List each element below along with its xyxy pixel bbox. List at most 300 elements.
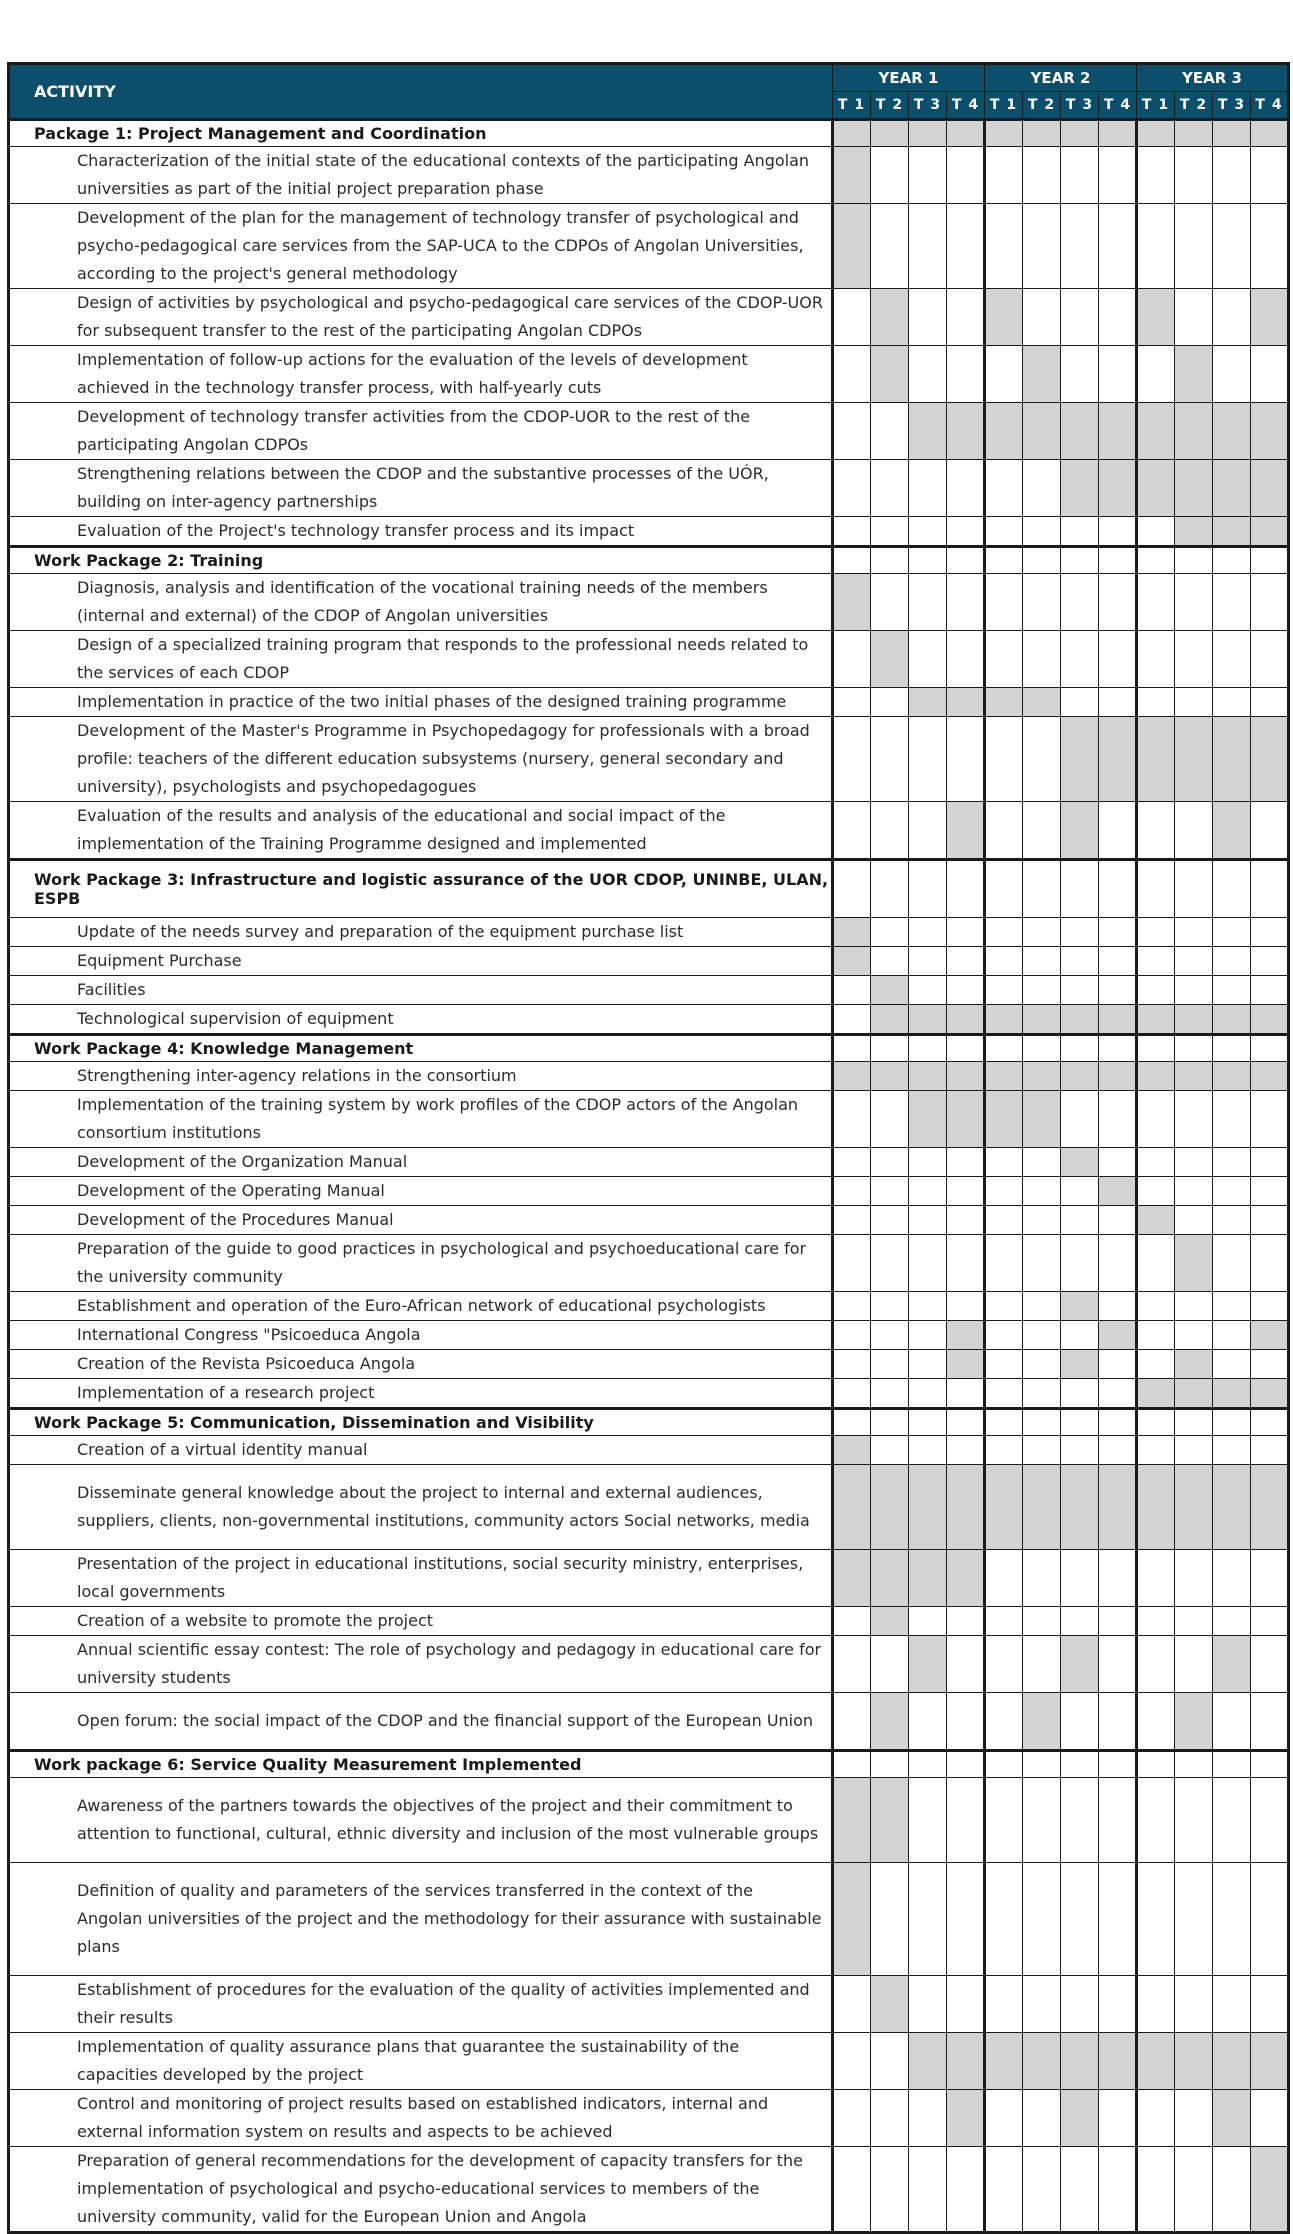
schedule-cell bbox=[1061, 1778, 1099, 1863]
activity-row bbox=[9, 802, 1289, 860]
schedule-cell bbox=[1175, 1636, 1213, 1693]
schedule-cell-active bbox=[871, 346, 909, 403]
schedule-cell bbox=[1023, 1607, 1061, 1636]
schedule-cell-active bbox=[947, 1091, 985, 1148]
activity-label: Open forum: the social impact of the CDOP and the financial support of the European Union bbox=[9, 1693, 833, 1751]
schedule-cell bbox=[1061, 289, 1099, 346]
schedule-cell bbox=[833, 631, 871, 688]
work-package-title: Work Package 5: Communication, Dissemination and Visibility bbox=[9, 1409, 833, 1436]
schedule-cell bbox=[1099, 802, 1137, 860]
schedule-cell bbox=[833, 860, 871, 918]
schedule-cell bbox=[1175, 574, 1213, 631]
schedule-cell bbox=[1137, 1177, 1175, 1206]
schedule-cell bbox=[947, 1636, 985, 1693]
schedule-cell-active bbox=[1213, 717, 1251, 802]
schedule-cell bbox=[833, 460, 871, 517]
schedule-cell-active bbox=[985, 1465, 1023, 1550]
schedule-cell bbox=[1213, 1863, 1251, 1976]
activity-label: Strengthening inter-agency relations in the consortium bbox=[9, 1062, 833, 1091]
schedule-cell-active bbox=[1175, 403, 1213, 460]
schedule-cell bbox=[947, 717, 985, 802]
schedule-cell bbox=[985, 1206, 1023, 1235]
activity-label: Diagnosis, analysis and identification of the vocational training needs of the members (internal and external) of the CDOP of Angolan universities bbox=[9, 574, 833, 631]
schedule-cell bbox=[1099, 1607, 1137, 1636]
schedule-cell bbox=[1023, 547, 1061, 574]
schedule-cell bbox=[1137, 2147, 1175, 2233]
schedule-cell bbox=[1213, 1751, 1251, 1778]
schedule-cell bbox=[871, 717, 909, 802]
schedule-cell bbox=[833, 717, 871, 802]
schedule-cell bbox=[871, 1436, 909, 1465]
activity-label: Preparation of general recommendations for the development of capacity transfers for the implementation of psychological and psycho-educational services to members of the university community, valid for the European Union and Angola bbox=[9, 2147, 833, 2233]
schedule-cell bbox=[947, 1607, 985, 1636]
schedule-cell-active bbox=[947, 2033, 985, 2090]
schedule-cell bbox=[909, 460, 947, 517]
schedule-cell bbox=[947, 289, 985, 346]
year-3-header: YEAR 3 bbox=[1137, 64, 1289, 92]
schedule-cell bbox=[1099, 1550, 1137, 1607]
activity-label: Implementation in practice of the two initial phases of the designed training programme bbox=[9, 688, 833, 717]
schedule-cell bbox=[947, 1436, 985, 1465]
activity-row bbox=[9, 976, 1289, 1005]
schedule-cell bbox=[1137, 688, 1175, 717]
schedule-cell-active bbox=[1137, 1062, 1175, 1091]
schedule-cell bbox=[1023, 918, 1061, 947]
schedule-cell bbox=[909, 2147, 947, 2233]
schedule-cell bbox=[1137, 1035, 1175, 1062]
schedule-cell bbox=[833, 1409, 871, 1436]
activity-row bbox=[9, 717, 1289, 802]
schedule-cell bbox=[909, 1436, 947, 1465]
schedule-cell bbox=[1061, 976, 1099, 1005]
schedule-cell bbox=[1099, 976, 1137, 1005]
schedule-cell bbox=[833, 2033, 871, 2090]
schedule-cell-active bbox=[833, 1436, 871, 1465]
schedule-cell bbox=[1175, 1751, 1213, 1778]
activity-label: Definition of quality and parameters of the services transferred in the context of the Angolan universities of the project and the methodology for their assurance with sustainable plans bbox=[9, 1863, 833, 1976]
schedule-cell bbox=[1099, 1035, 1137, 1062]
schedule-cell bbox=[1099, 1693, 1137, 1751]
schedule-cell bbox=[985, 1235, 1023, 1292]
schedule-cell bbox=[1175, 976, 1213, 1005]
schedule-cell-active bbox=[985, 120, 1023, 147]
schedule-cell bbox=[1251, 1636, 1289, 1693]
schedule-cell bbox=[1061, 1091, 1099, 1148]
schedule-cell-active bbox=[1213, 2090, 1251, 2147]
schedule-cell bbox=[1099, 1409, 1137, 1436]
schedule-cell-active bbox=[833, 1465, 871, 1550]
schedule-cell bbox=[985, 1409, 1023, 1436]
schedule-cell bbox=[871, 147, 909, 204]
activity-row bbox=[9, 1465, 1289, 1550]
schedule-cell-active bbox=[1061, 802, 1099, 860]
activity-label: Technological supervision of equipment bbox=[9, 1005, 833, 1035]
schedule-cell-active bbox=[1099, 1005, 1137, 1035]
quarter-header: T 1 bbox=[833, 92, 871, 120]
schedule-cell bbox=[909, 1607, 947, 1636]
activity-label: Design of activities by psychological and psycho-pedagogical care services of the CDOP-UOR for subsequent transfer to the rest of the participating Angolan CDPOs bbox=[9, 289, 833, 346]
schedule-cell bbox=[1023, 289, 1061, 346]
schedule-cell bbox=[1061, 947, 1099, 976]
schedule-cell bbox=[1251, 1436, 1289, 1465]
schedule-cell bbox=[1061, 1177, 1099, 1206]
quarter-header: T 4 bbox=[1251, 92, 1289, 120]
schedule-cell-active bbox=[1175, 1379, 1213, 1409]
schedule-cell bbox=[947, 1235, 985, 1292]
activity-row bbox=[9, 2090, 1289, 2147]
schedule-cell bbox=[909, 717, 947, 802]
schedule-cell-active bbox=[1251, 517, 1289, 547]
schedule-cell bbox=[1175, 1436, 1213, 1465]
schedule-cell-active bbox=[871, 976, 909, 1005]
schedule-cell-active bbox=[1099, 717, 1137, 802]
schedule-cell bbox=[1137, 1636, 1175, 1693]
activity-label: Evaluation of the results and analysis of the educational and social impact of the implementation of the Training Programme designed and implemented bbox=[9, 802, 833, 860]
activity-label: Strengthening relations between the CDOP and the substantive processes of the UÓR, building on inter-agency partnerships bbox=[9, 460, 833, 517]
schedule-cell-active bbox=[1251, 1465, 1289, 1550]
schedule-cell-active bbox=[833, 120, 871, 147]
schedule-cell bbox=[1023, 1206, 1061, 1235]
schedule-cell bbox=[871, 1235, 909, 1292]
schedule-cell bbox=[1251, 976, 1289, 1005]
schedule-cell bbox=[1251, 1206, 1289, 1235]
schedule-cell bbox=[1251, 1292, 1289, 1321]
schedule-cell bbox=[1213, 574, 1251, 631]
schedule-cell bbox=[1213, 631, 1251, 688]
schedule-cell bbox=[833, 1607, 871, 1636]
schedule-cell bbox=[833, 346, 871, 403]
schedule-cell-active bbox=[1251, 2033, 1289, 2090]
schedule-cell-active bbox=[1061, 717, 1099, 802]
schedule-cell bbox=[1061, 1379, 1099, 1409]
work-package-title: Work Package 4: Knowledge Management bbox=[9, 1035, 833, 1062]
schedule-cell bbox=[833, 976, 871, 1005]
schedule-cell bbox=[1023, 802, 1061, 860]
schedule-cell bbox=[1175, 147, 1213, 204]
schedule-cell bbox=[1099, 1636, 1137, 1693]
schedule-cell bbox=[909, 947, 947, 976]
schedule-cell bbox=[985, 1350, 1023, 1379]
schedule-cell bbox=[1175, 802, 1213, 860]
activity-label: Creation of a virtual identity manual bbox=[9, 1436, 833, 1465]
schedule-cell bbox=[1023, 1751, 1061, 1778]
schedule-cell bbox=[947, 2147, 985, 2233]
schedule-cell bbox=[1099, 1778, 1137, 1863]
schedule-cell-active bbox=[1175, 460, 1213, 517]
schedule-cell bbox=[985, 1607, 1023, 1636]
schedule-cell bbox=[909, 1976, 947, 2033]
schedule-cell bbox=[1137, 1436, 1175, 1465]
schedule-cell-active bbox=[871, 1607, 909, 1636]
schedule-cell-active bbox=[1175, 1350, 1213, 1379]
schedule-cell-active bbox=[1023, 1091, 1061, 1148]
schedule-cell bbox=[947, 976, 985, 1005]
schedule-cell-active bbox=[985, 1091, 1023, 1148]
schedule-cell bbox=[1175, 688, 1213, 717]
work-package-title: Package 1: Project Management and Coordination bbox=[9, 120, 833, 147]
schedule-cell bbox=[871, 1863, 909, 1976]
schedule-cell bbox=[909, 1751, 947, 1778]
schedule-cell-active bbox=[1137, 1005, 1175, 1035]
schedule-cell bbox=[947, 1292, 985, 1321]
schedule-cell bbox=[985, 1035, 1023, 1062]
schedule-cell bbox=[1137, 802, 1175, 860]
quarter-header: T 3 bbox=[1213, 92, 1251, 120]
schedule-cell bbox=[947, 631, 985, 688]
schedule-cell bbox=[1251, 1778, 1289, 1863]
schedule-cell bbox=[1023, 204, 1061, 289]
schedule-cell bbox=[1213, 1148, 1251, 1177]
activity-row bbox=[9, 1321, 1289, 1350]
activity-row bbox=[9, 918, 1289, 947]
schedule-cell-active bbox=[1099, 1177, 1137, 1206]
schedule-cell bbox=[1099, 1350, 1137, 1379]
activity-row bbox=[9, 1292, 1289, 1321]
schedule-cell bbox=[947, 460, 985, 517]
schedule-cell-active bbox=[947, 120, 985, 147]
activity-row bbox=[9, 1350, 1289, 1379]
schedule-cell-active bbox=[1213, 120, 1251, 147]
activity-row bbox=[9, 1863, 1289, 1976]
activity-label: Presentation of the project in educational institutions, social security ministry, enterprises, local governments bbox=[9, 1550, 833, 1607]
schedule-cell bbox=[1213, 1235, 1251, 1292]
schedule-cell bbox=[909, 1292, 947, 1321]
schedule-cell bbox=[985, 918, 1023, 947]
schedule-cell bbox=[985, 1693, 1023, 1751]
schedule-cell bbox=[1251, 1409, 1289, 1436]
schedule-cell bbox=[909, 1693, 947, 1751]
schedule-cell bbox=[1251, 1350, 1289, 1379]
schedule-cell-active bbox=[985, 1062, 1023, 1091]
schedule-cell bbox=[1137, 1350, 1175, 1379]
schedule-cell-active bbox=[985, 2033, 1023, 2090]
schedule-cell-active bbox=[833, 947, 871, 976]
activity-label: Creation of the Revista Psicoeduca Angola bbox=[9, 1350, 833, 1379]
schedule-cell bbox=[1213, 1778, 1251, 1863]
schedule-cell bbox=[909, 918, 947, 947]
schedule-cell bbox=[985, 204, 1023, 289]
schedule-cell bbox=[1213, 1035, 1251, 1062]
schedule-cell bbox=[1099, 1091, 1137, 1148]
schedule-cell-active bbox=[1213, 460, 1251, 517]
schedule-cell bbox=[1175, 1321, 1213, 1350]
schedule-cell-active bbox=[1061, 460, 1099, 517]
schedule-cell bbox=[1251, 1751, 1289, 1778]
schedule-cell-active bbox=[1061, 120, 1099, 147]
schedule-cell-active bbox=[1251, 289, 1289, 346]
schedule-cell bbox=[947, 1206, 985, 1235]
schedule-cell bbox=[833, 547, 871, 574]
schedule-cell bbox=[947, 860, 985, 918]
schedule-cell bbox=[1023, 1148, 1061, 1177]
schedule-cell bbox=[1061, 631, 1099, 688]
schedule-cell bbox=[871, 860, 909, 918]
schedule-cell bbox=[1251, 947, 1289, 976]
schedule-cell bbox=[985, 2147, 1023, 2233]
schedule-cell-active bbox=[833, 1062, 871, 1091]
schedule-cell-active bbox=[1061, 403, 1099, 460]
schedule-cell bbox=[909, 1235, 947, 1292]
schedule-cell-active bbox=[947, 1062, 985, 1091]
schedule-cell bbox=[1175, 2090, 1213, 2147]
schedule-cell bbox=[909, 802, 947, 860]
schedule-cell-active bbox=[947, 1550, 985, 1607]
schedule-cell bbox=[1213, 918, 1251, 947]
schedule-cell-active bbox=[1023, 1005, 1061, 1035]
schedule-cell bbox=[909, 147, 947, 204]
schedule-cell bbox=[1137, 1863, 1175, 1976]
schedule-cell bbox=[1213, 1409, 1251, 1436]
work-package-row bbox=[9, 1751, 1289, 1778]
activity-row bbox=[9, 1550, 1289, 1607]
schedule-cell bbox=[1175, 1409, 1213, 1436]
activity-row bbox=[9, 1607, 1289, 1636]
schedule-cell-active bbox=[871, 631, 909, 688]
activity-row bbox=[9, 147, 1289, 204]
schedule-cell bbox=[947, 918, 985, 947]
schedule-cell bbox=[871, 1350, 909, 1379]
schedule-cell bbox=[1023, 1235, 1061, 1292]
schedule-cell bbox=[1137, 1607, 1175, 1636]
quarter-header: T 2 bbox=[1175, 92, 1213, 120]
schedule-cell bbox=[1137, 1778, 1175, 1863]
schedule-cell bbox=[1023, 460, 1061, 517]
schedule-cell bbox=[1251, 1035, 1289, 1062]
schedule-cell bbox=[1023, 1379, 1061, 1409]
activity-label: Disseminate general knowledge about the project to internal and external audiences, suppliers, clients, non-governmental institutions, community actors Social networks, media bbox=[9, 1465, 833, 1550]
schedule-cell-active bbox=[1061, 2090, 1099, 2147]
schedule-cell-active bbox=[1023, 403, 1061, 460]
schedule-cell bbox=[871, 574, 909, 631]
schedule-cell bbox=[909, 1321, 947, 1350]
quarter-header: T 4 bbox=[947, 92, 985, 120]
schedule-cell-active bbox=[1023, 1693, 1061, 1751]
schedule-cell bbox=[1213, 1292, 1251, 1321]
schedule-cell bbox=[1061, 860, 1099, 918]
schedule-cell bbox=[985, 976, 1023, 1005]
schedule-cell bbox=[1099, 1148, 1137, 1177]
schedule-cell bbox=[1061, 1751, 1099, 1778]
schedule-cell bbox=[1213, 2147, 1251, 2233]
schedule-cell-active bbox=[1061, 1062, 1099, 1091]
schedule-cell-active bbox=[1061, 1636, 1099, 1693]
schedule-cell bbox=[1099, 547, 1137, 574]
schedule-cell bbox=[1175, 1976, 1213, 2033]
schedule-cell bbox=[985, 346, 1023, 403]
schedule-cell bbox=[1213, 204, 1251, 289]
schedule-cell bbox=[947, 1148, 985, 1177]
schedule-cell-active bbox=[947, 1321, 985, 1350]
schedule-cell bbox=[1137, 1550, 1175, 1607]
schedule-cell bbox=[947, 1409, 985, 1436]
schedule-cell bbox=[1137, 1751, 1175, 1778]
schedule-cell-active bbox=[1137, 120, 1175, 147]
activity-label: Implementation of a research project bbox=[9, 1379, 833, 1409]
schedule-cell bbox=[985, 2090, 1023, 2147]
activity-label: Development of the Operating Manual bbox=[9, 1177, 833, 1206]
activity-row bbox=[9, 631, 1289, 688]
schedule-cell bbox=[909, 204, 947, 289]
schedule-cell-active bbox=[1137, 717, 1175, 802]
schedule-cell bbox=[1099, 1976, 1137, 2033]
schedule-cell bbox=[833, 802, 871, 860]
schedule-cell-active bbox=[1099, 403, 1137, 460]
schedule-cell-active bbox=[1251, 1005, 1289, 1035]
schedule-cell bbox=[1251, 1235, 1289, 1292]
schedule-cell bbox=[1175, 1206, 1213, 1235]
schedule-cell bbox=[833, 2090, 871, 2147]
schedule-cell bbox=[1137, 1292, 1175, 1321]
schedule-cell bbox=[909, 289, 947, 346]
schedule-cell bbox=[833, 1693, 871, 1751]
schedule-cell bbox=[1213, 1206, 1251, 1235]
schedule-cell bbox=[1175, 1177, 1213, 1206]
activity-row bbox=[9, 204, 1289, 289]
schedule-cell-active bbox=[1213, 1636, 1251, 1693]
work-package-title: Work Package 3: Infrastructure and logistic assurance of the UOR CDOP, UNINBE, ULAN, ESPB bbox=[9, 860, 833, 918]
schedule-cell-active bbox=[1213, 1062, 1251, 1091]
schedule-cell bbox=[947, 1778, 985, 1863]
schedule-cell-active bbox=[1251, 717, 1289, 802]
activity-row bbox=[9, 1091, 1289, 1148]
schedule-cell bbox=[1175, 1148, 1213, 1177]
schedule-cell-active bbox=[1213, 1465, 1251, 1550]
schedule-cell-active bbox=[1061, 2033, 1099, 2090]
schedule-cell-active bbox=[909, 1636, 947, 1693]
activity-label: Equipment Purchase bbox=[9, 947, 833, 976]
schedule-cell bbox=[1137, 1148, 1175, 1177]
schedule-cell-active bbox=[909, 1465, 947, 1550]
quarter-header: T 3 bbox=[1061, 92, 1099, 120]
schedule-cell bbox=[1137, 1409, 1175, 1436]
schedule-cell bbox=[1099, 147, 1137, 204]
activity-label: Control and monitoring of project results based on established indicators, internal and external information system on results and aspects to be achieved bbox=[9, 2090, 833, 2147]
schedule-cell-active bbox=[947, 1350, 985, 1379]
schedule-cell bbox=[1061, 918, 1099, 947]
schedule-cell bbox=[1213, 1607, 1251, 1636]
schedule-cell bbox=[1251, 1863, 1289, 1976]
schedule-cell bbox=[1175, 204, 1213, 289]
schedule-cell bbox=[1137, 918, 1175, 947]
schedule-cell bbox=[1251, 204, 1289, 289]
schedule-cell bbox=[1251, 1550, 1289, 1607]
activity-row bbox=[9, 1062, 1289, 1091]
schedule-cell bbox=[1137, 517, 1175, 547]
schedule-cell-active bbox=[871, 1976, 909, 2033]
schedule-cell bbox=[871, 460, 909, 517]
schedule-cell bbox=[1137, 947, 1175, 976]
schedule-cell-active bbox=[947, 1465, 985, 1550]
schedule-cell bbox=[985, 1751, 1023, 1778]
schedule-cell bbox=[1023, 517, 1061, 547]
schedule-cell bbox=[1137, 1321, 1175, 1350]
schedule-cell bbox=[833, 688, 871, 717]
schedule-cell bbox=[1251, 688, 1289, 717]
schedule-cell bbox=[1251, 1976, 1289, 2033]
schedule-cell-active bbox=[1137, 460, 1175, 517]
schedule-cell bbox=[1251, 1148, 1289, 1177]
schedule-cell-active bbox=[1099, 1062, 1137, 1091]
activity-row bbox=[9, 403, 1289, 460]
year-2-header: YEAR 2 bbox=[985, 64, 1137, 92]
activity-row bbox=[9, 1436, 1289, 1465]
schedule-cell-active bbox=[833, 204, 871, 289]
schedule-cell bbox=[1023, 2090, 1061, 2147]
schedule-cell-active bbox=[1175, 1693, 1213, 1751]
schedule-cell bbox=[1023, 1778, 1061, 1863]
schedule-cell bbox=[947, 517, 985, 547]
activity-row bbox=[9, 346, 1289, 403]
